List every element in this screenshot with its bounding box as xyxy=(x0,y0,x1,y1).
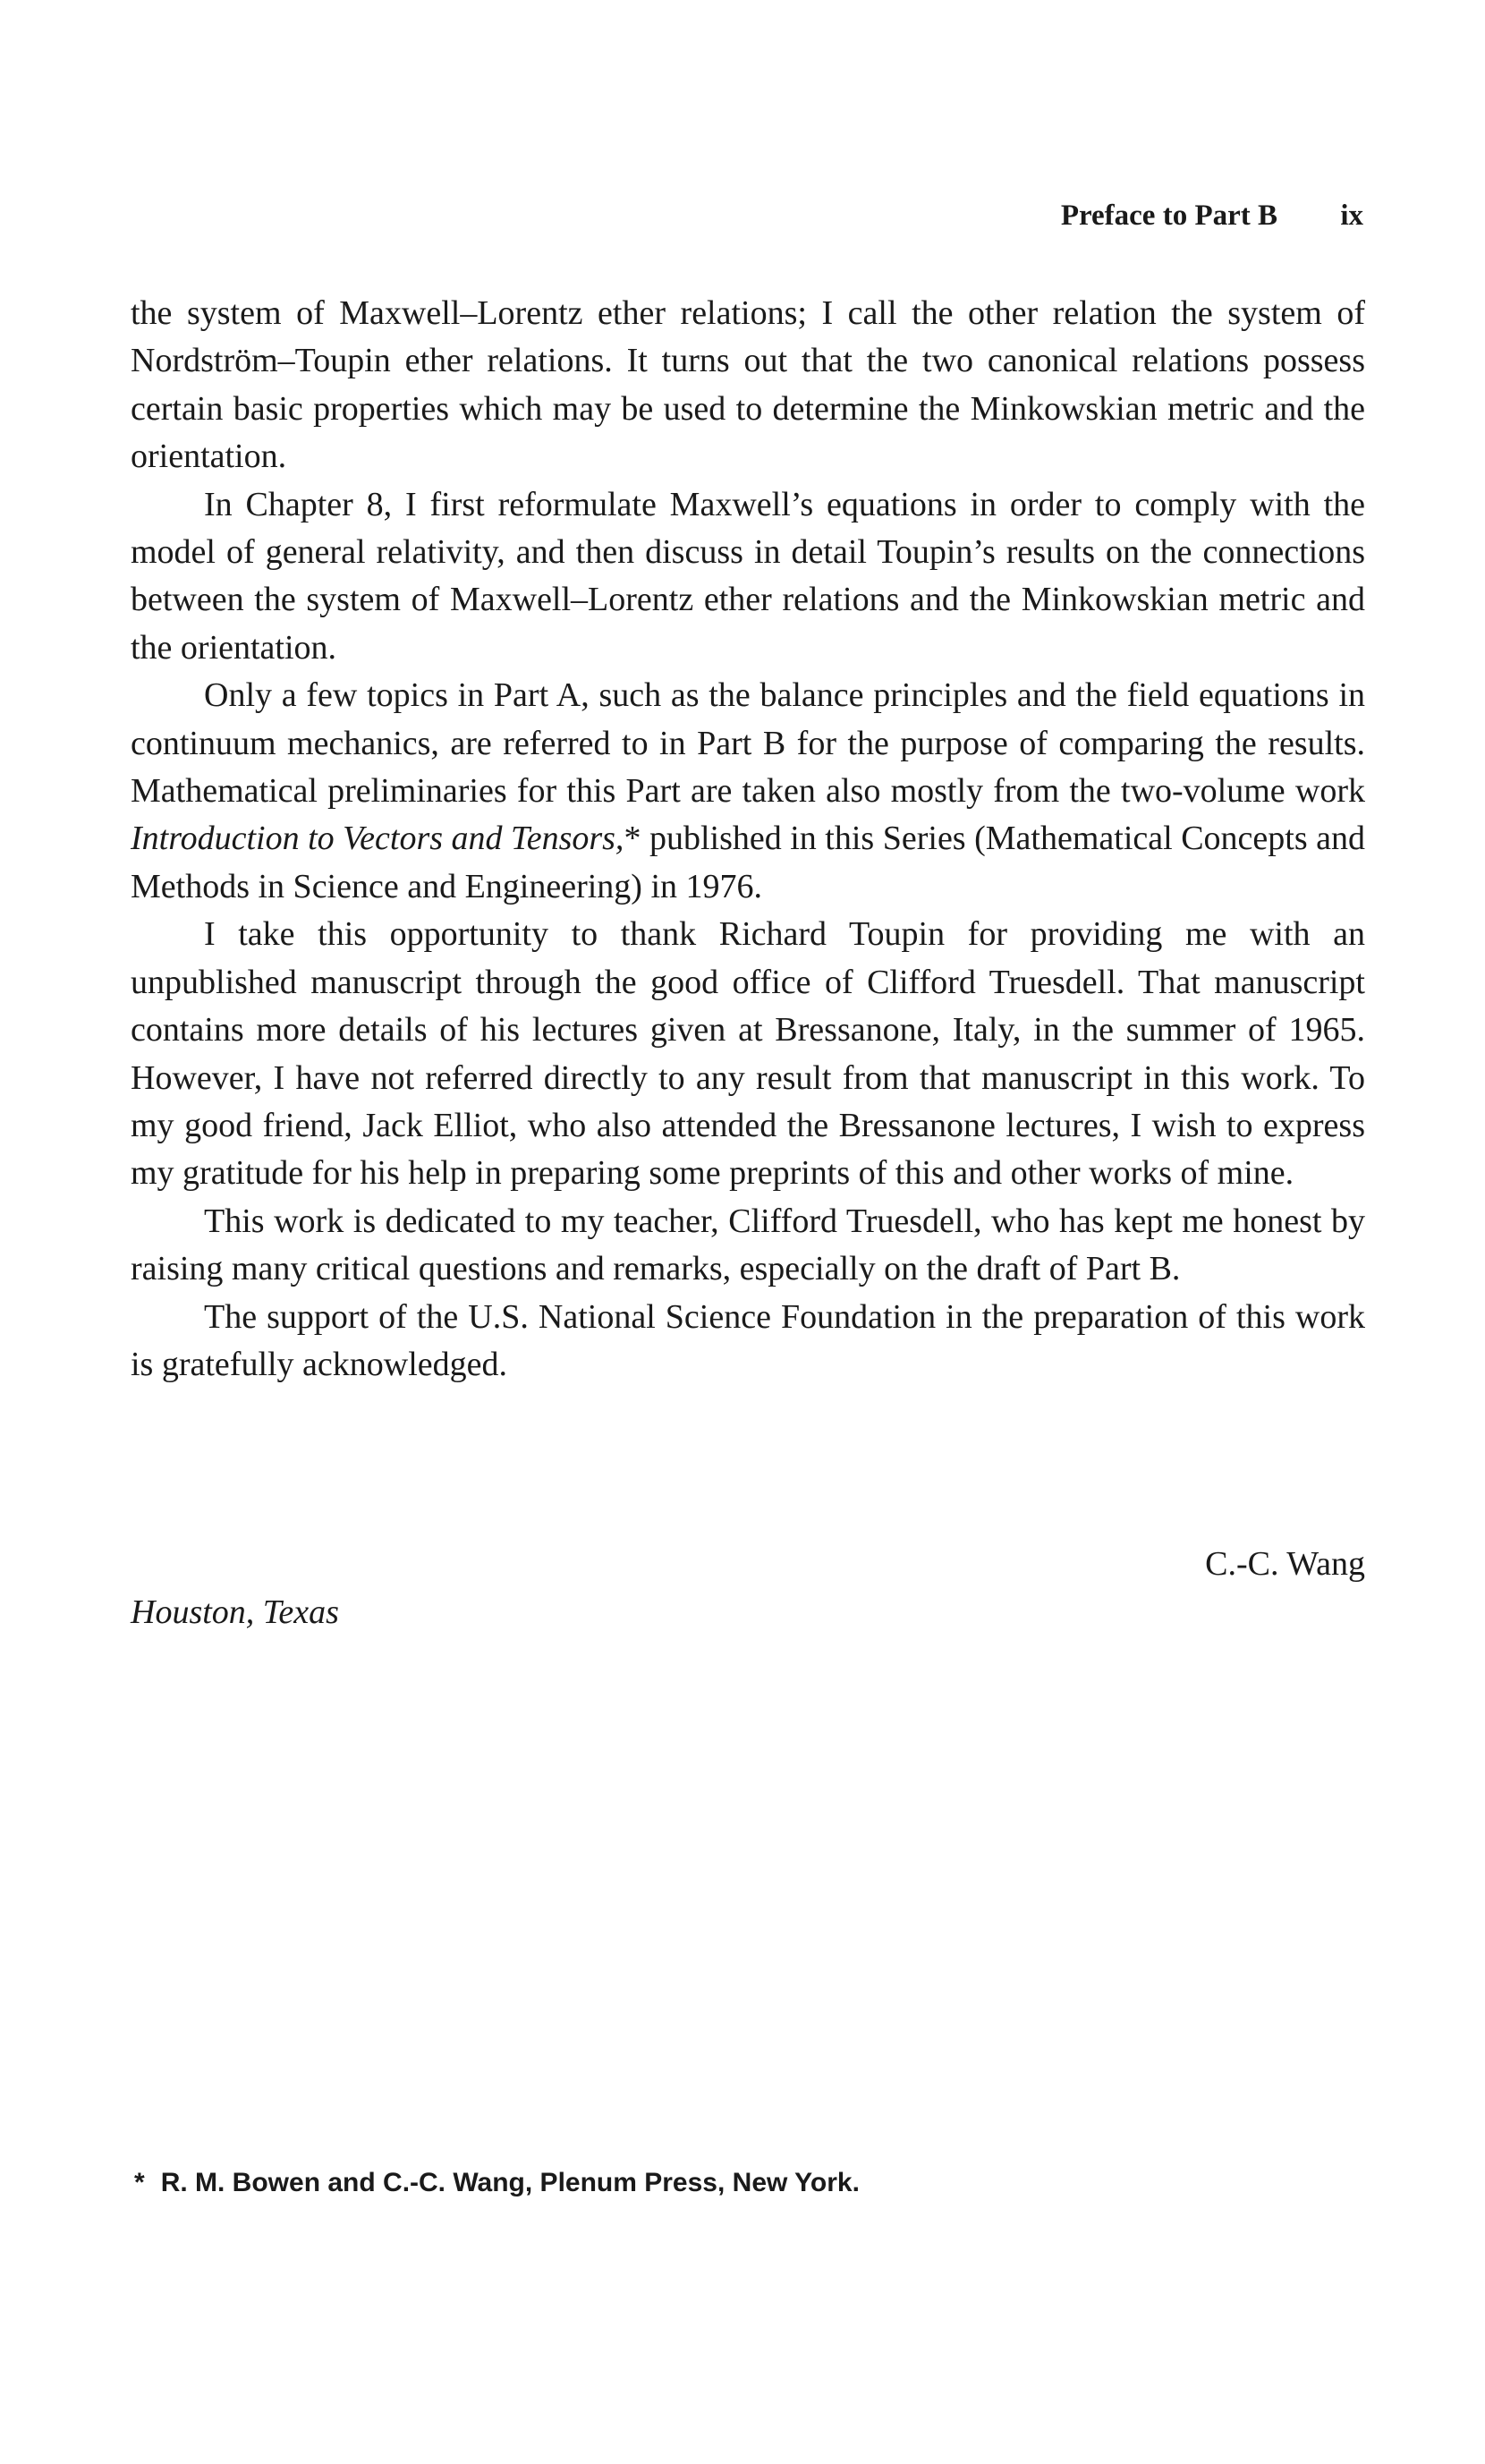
author-signature: C.-C. Wang xyxy=(1205,1545,1365,1583)
paragraph-acknowledgment-toupin: I take this opportunity to thank Richard Toupin for providing me with an unpublished manuscript through the good office of Clifford Truesdell. That manuscript contains more details of his lectures given at Bressanone, Italy, in the summer of 1965. However, I have not referred directly to any result from that manuscript in this work. To my good friend, Jack Elliot, who also attended the Bressanone lectures, I wish to express my gratitude for his help in preparing some preprints of this and other works of mine. xyxy=(131,915,1365,1193)
paragraph-continuation: the system of Maxwell–Lorentz ether relations; I call the other relation the system of Nordström–Toupin ether relations. It turns out that the two canonical relations possess certain basic properties which may be used to determine the Minkowskian metric and the orientation. xyxy=(131,294,1365,476)
author-location: Houston, Texas xyxy=(131,1593,339,1631)
footnote xyxy=(134,2163,860,2203)
footnote-text: R. M. Bowen and C.-C. Wang, Plenum Press, New York. xyxy=(160,2168,860,2197)
paragraph-topics xyxy=(131,672,1365,911)
running-head-title: Preface to Part B xyxy=(1060,200,1277,232)
book-title-reference: Introduction to Vectors and Tensors, xyxy=(131,820,624,858)
paragraph-dedication: This work is dedicated to my teacher, Clifford Truesdell, who has kept me honest by raising many critical questions and remarks, especially on the draft of Part B. xyxy=(131,1202,1365,1288)
paragraph-chapter-8: In Chapter 8, I first reformulate Maxwell’s equations in order to comply with the model of general relativity, and then discuss in detail Toupin’s results on the connections between the system of Maxwell–Lorentz ether relations and the Minkowskian metric and the orientation. xyxy=(131,485,1365,667)
preface-body xyxy=(131,290,1365,1389)
paragraph-topics-text-end: published in this Series (Mathematical Concepts and Methods in Science and Engineering) in 1976. xyxy=(131,820,1365,905)
footnote-mark: * xyxy=(134,2168,145,2197)
paragraph-topics-text-start: Only a few topics in Part A, such as the balance principles and the field equations in continuum mechanics, are referred to in Part B for the purpose of comparing the results. Mathematical preliminaries for this Part are taken also mostly from the two-volume work xyxy=(131,676,1365,811)
page-number: ix xyxy=(1340,200,1363,232)
paragraph-nsf-support: The support of the U.S. National Science Foundation in the preparation of this work is gratefully acknowledged. xyxy=(131,1297,1365,1383)
running-head xyxy=(939,193,1363,238)
footnote-reference-mark: * xyxy=(624,820,641,858)
